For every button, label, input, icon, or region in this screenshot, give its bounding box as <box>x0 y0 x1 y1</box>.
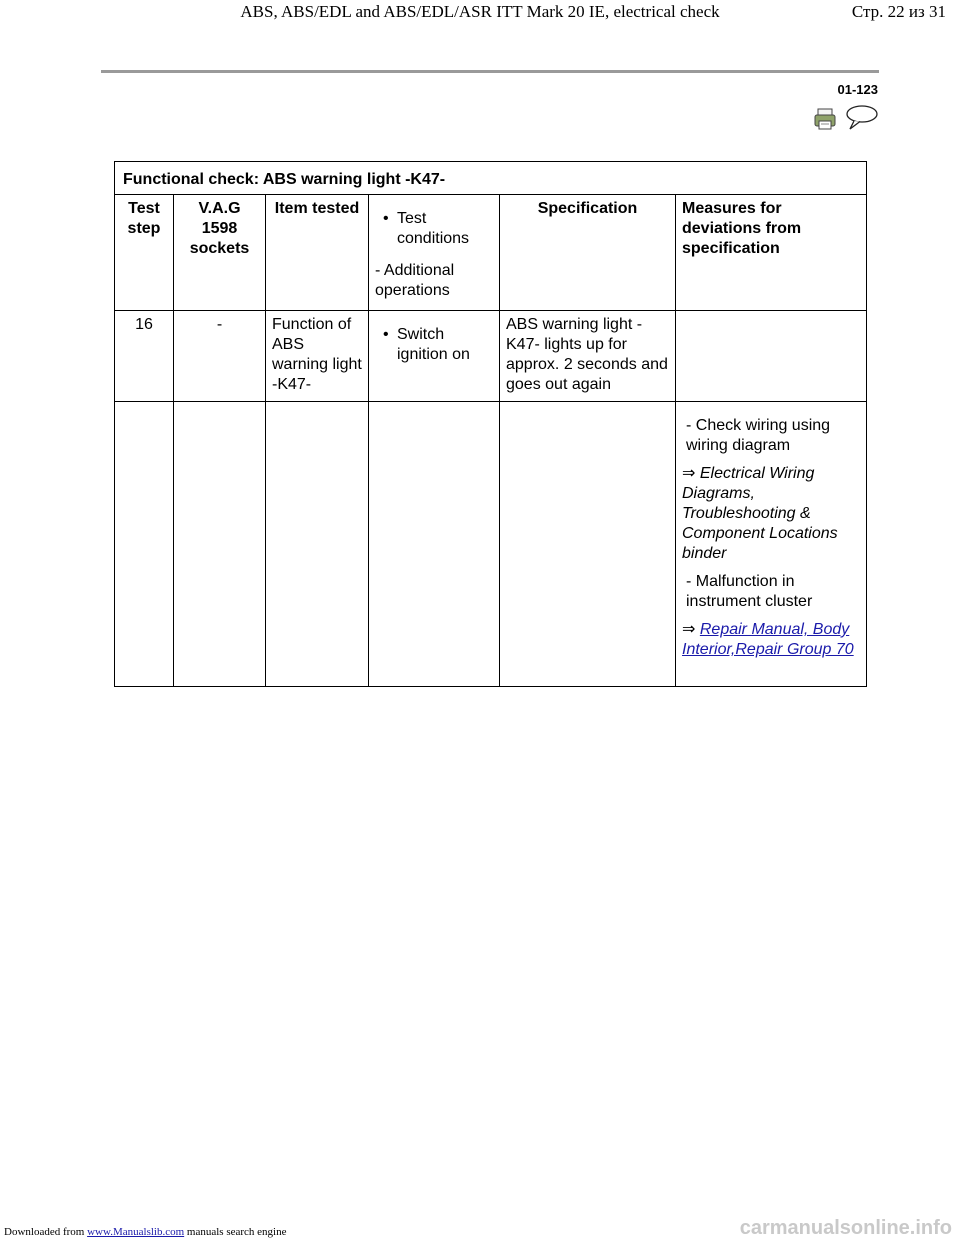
row-step: 16 <box>115 311 174 402</box>
empty-cell <box>266 402 369 687</box>
row-vag: - <box>174 311 266 402</box>
page-counter: Стр. 22 из 31 <box>851 2 946 21</box>
header-test-conditions <box>369 195 500 311</box>
toolbar-icons <box>814 105 880 131</box>
measures-cell <box>676 402 867 687</box>
repair-manual-ref <box>682 620 860 660</box>
empty-cell <box>500 402 676 687</box>
measure-check-wiring: - Check wiring using wiring diagram <box>686 417 831 454</box>
row-item: Function of ABS warning light -K47- <box>266 311 369 402</box>
footer-suffix: manuals search engine <box>186 1226 287 1238</box>
measure-malfunction: - Malfunction in instrument cluster <box>686 573 813 610</box>
row-condition <box>369 311 500 402</box>
download-footer <box>4 1226 286 1238</box>
condition-bullet: • Switch ignition on <box>375 325 493 365</box>
wiring-diagram-ref <box>682 464 860 564</box>
empty-cell <box>369 402 500 687</box>
header-vag-sockets: V.A.G 1598 sockets <box>174 195 266 311</box>
document-title: ABS, ABS/EDL and ABS/EDL/ASR ITT Mark 20 IE, electrical check <box>240 2 720 21</box>
wiring-diagram-reference: Electrical Wiring Diagrams, Troubleshooting & Component Locations binder <box>682 465 838 562</box>
arrow-icon: ⇒ <box>682 621 696 638</box>
row-specification: ABS warning light -K47- lights up for approx. 2 seconds and goes out again <box>500 311 676 402</box>
manualslib-link[interactable]: www.Manualslib.com <box>87 1226 185 1238</box>
conditions-sub: - Additional operations <box>375 262 455 299</box>
header-measures: Measures for deviations from specification <box>676 195 867 311</box>
repair-manual-link[interactable]: Repair Manual, Body Interior,Repair Group 70 <box>682 621 854 658</box>
page-number: 01-123 <box>837 82 878 97</box>
printer-icon[interactable] <box>815 109 835 129</box>
header-item-tested: Item tested <box>266 195 369 311</box>
header-specification: Specification <box>500 195 676 311</box>
arrow-icon: ⇒ <box>682 465 696 482</box>
functional-check-table <box>114 161 867 687</box>
row-measures-empty <box>676 311 867 402</box>
watermark: carmanualsonline.info <box>739 1217 952 1239</box>
conditions-bullet: • Test conditions <box>375 209 493 249</box>
empty-cell <box>174 402 266 687</box>
empty-cell <box>115 402 174 687</box>
header-rule <box>101 70 879 73</box>
footer-prefix: Downloaded from <box>4 1226 85 1238</box>
table-title: Functional check: ABS warning light -K47- <box>115 162 867 195</box>
header-test-step: Test step <box>115 195 174 311</box>
speech-bubble-icon[interactable] <box>847 106 877 129</box>
